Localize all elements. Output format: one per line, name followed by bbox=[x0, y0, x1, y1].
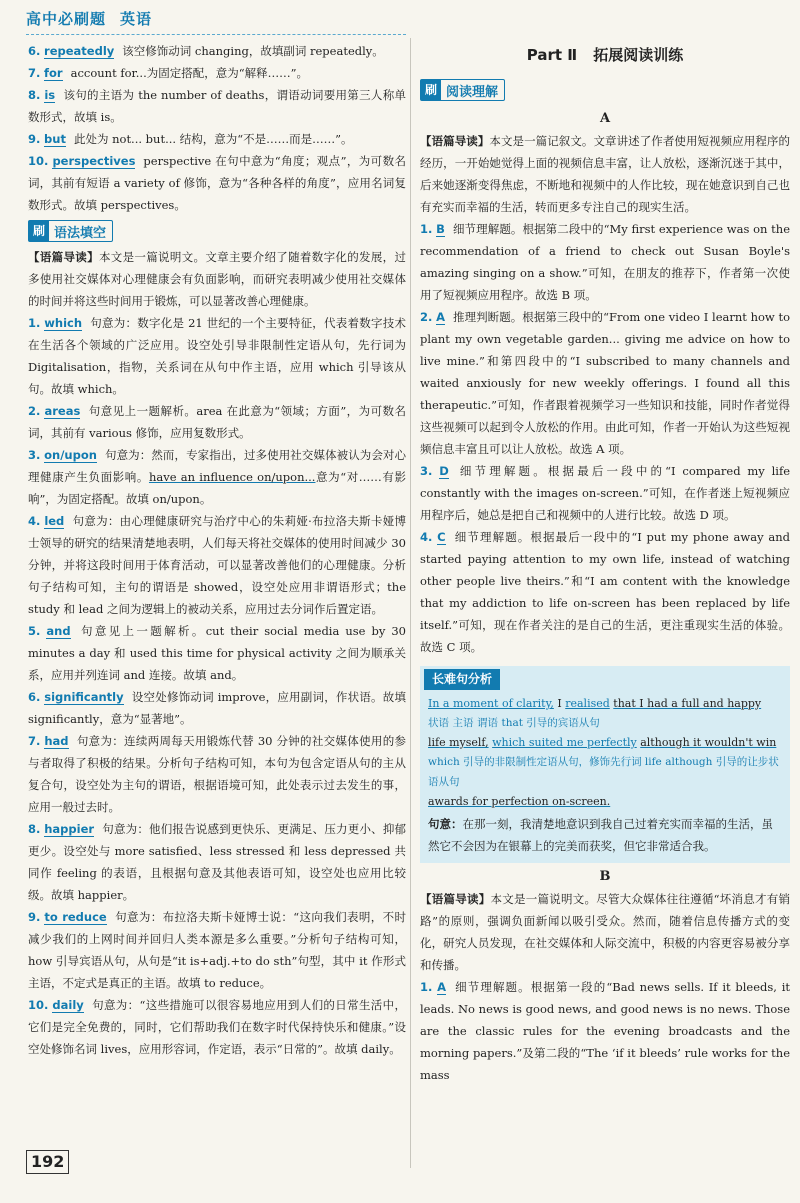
answer-item: 6. significantly 设空处修饰动词 improve，应用副词，作状语。故填 significantly，意为“显著地”。 bbox=[28, 690, 406, 726]
answer-word: B bbox=[436, 222, 445, 236]
answer-word: to reduce bbox=[44, 910, 107, 924]
answer-word: daily bbox=[52, 998, 84, 1012]
answer-item: 1. which 句意为：数字化是 21 世纪的一个主要特征，代表着数字技术在生活各个领域的广泛应用。设空处引导非限制性定语从句，先行词为 Digitalisation，指物，关系词在从句中作主语，应用 which 引导该从句。故填 which。 bbox=[28, 316, 406, 396]
answers-group-b bbox=[28, 312, 406, 1060]
analysis-labels-2: which 引导的非限制性定语从句，修饰先行词 life although 引导的让步状语从句 bbox=[428, 756, 779, 788]
analysis-line-1: In a moment of clarity, I realised that I had a full and happy bbox=[428, 697, 762, 710]
answer-word: happier bbox=[44, 822, 95, 836]
part-name: 拓展阅读训练 bbox=[593, 46, 684, 64]
answer-item: 7. for account for...为固定搭配，意为“解释……”。 bbox=[28, 66, 308, 80]
answer-item: 8. happier 句意为：他们报告说感到更快乐、更满足、压力更小、抑郁更少。设空处与 more satisfied、less stressed 和 less depressed 共同作 feeling 的表语，且根据句意及其他表语可知，设空处也应用比较级。故填 happier。 bbox=[28, 822, 407, 902]
brush-badge-icon: 刷 bbox=[29, 221, 49, 241]
reading-guide: 【语篇导读】本文是一篇说明文。尽管大众媒体往往遵循“坏消息才有销路”的原则，强调负面新闻以吸引受众。然而，随着信息传播方式的变化，研究人员发现，在社交媒体和人际交流中，积极的内容更容易被分享和传播。 bbox=[420, 892, 790, 972]
section-title: 语法填空 bbox=[54, 225, 107, 241]
answer-item: 10. perspectives perspective 在句中意为“角度；观点”，为可数名词，其前有短语 a variety of 修饰，意为“各种各样的角度”，应用名词复数形式。故填 perspectives。 bbox=[28, 154, 406, 212]
answer-item: 2. areas 句意见上一题解析。area 在此意为“领域；方面”，为可数名词，其前有 various 修饰，应用复数形式。 bbox=[28, 404, 406, 440]
section-title: 阅读理解 bbox=[446, 84, 499, 100]
answer-item: 9. to reduce 句意为：布拉洛夫斯卡娅博士说：“这向我们表明，不时减少我们的上网时间并回归人类本源是多么重要。”分析句子结构可知，how 引导宾语从句，从句是“it is+adj.+to do sth”句型，其中 it 作形式主语，不定式是真正的主语。故填 to reduce。 bbox=[28, 910, 406, 990]
answer-word: but bbox=[44, 132, 66, 146]
answer-word: had bbox=[44, 734, 69, 748]
answer-word: which bbox=[44, 316, 83, 330]
left-column bbox=[28, 40, 406, 1060]
answer-item: 3. on/upon 句意为：然而，专家指出，过多使用社交媒体被认为会对心理健康产生负面影响。have an influence on/upon...意为“对……有影响”，为固定搭配。故填 on/upon。 bbox=[28, 448, 407, 506]
answer-word: C bbox=[437, 530, 446, 544]
answer-item: 10. daily 句意为：“这些措施可以很容易地应用到人们的日常生活中，它们是完全免费的，同时，它们帮助我们在数字时代保持快乐和健康。”设空处修饰名词 lives，应用形容词，作定语，表示“日常的”。故填 daily。 bbox=[28, 998, 406, 1056]
book-title: 高中必刷题 bbox=[26, 10, 107, 28]
reading-guide: 【语篇导读】本文是一篇记叙文。文章讲述了作者使用短视频应用程序的经历，一开始她觉得上面的视频信息丰富，让人放松，逐渐沉迷于其中，后来她逐渐变得焦虑，不断地和视频中的人作比较，现在她意识到自己也有充实而幸福的生活，转而更多专注自己的现实生活。 bbox=[420, 134, 791, 214]
section-heading-reading bbox=[420, 79, 505, 101]
answer-item: 4. led 句意为：由心理健康研究与治疗中心的朱莉娅·布拉洛夫斯卡娅博士领导的研究的结果清楚地表明，人们每天将社交媒体的使用时间减少 30 分钟，并将这段时间用于体育活动，可以显著改善他们的心理健康。分析句子结构可知，主句的谓语是 showed，设空处应用非谓语形式；the study 和 lead 之间为逻辑上的被动关系，应用过去分词作后置定语。 bbox=[28, 514, 406, 616]
right-column bbox=[420, 40, 790, 1086]
sentence-analysis-box bbox=[420, 666, 790, 863]
page-header bbox=[26, 8, 152, 36]
answer-item: 9. but 此处为 not... but... 结构，意为“不是……而是……”。 bbox=[28, 132, 353, 146]
analysis-meaning: 句意：在那一刻，我清楚地意识到我自己过着充实而幸福的生活，虽然它不会因为在银幕上的完美而获奖，但它非常适合我。 bbox=[428, 817, 773, 853]
answer-word: areas bbox=[44, 404, 81, 418]
answer-word: perspectives bbox=[52, 154, 136, 168]
part-number: Part Ⅱ bbox=[526, 46, 578, 64]
answer-item: 1. B 细节理解题。根据第二段中的“My first experience was on the recommendation of a friend to check out Susan Boyle's amazing singing on a show.”可知，在朋友的推荐下，作者第一次使用了短视频应用程序。故选 B 项。 bbox=[420, 222, 790, 302]
answers-group-a bbox=[28, 40, 406, 216]
answer-item: 5. and 句意见上一题解析。cut their social media use by 30 minutes a day 和 used this time for physical activity 之间为顺承关系，应用并列连词 and 连接。故填 and。 bbox=[28, 624, 407, 682]
answer-item: 8. is 该句的主语为 the number of deaths，谓语动词要用第三人称单数形式，故填 is。 bbox=[28, 88, 407, 124]
column-divider bbox=[410, 38, 411, 1168]
header-divider bbox=[26, 34, 406, 35]
answer-item: 3. D 细节理解题。根据最后一段中的“I compared my life constantly with the images on-screen.”可知，在作者迷上短视频应用程序后，她总是把自己和视频中的人进行比较。故选 D 项。 bbox=[420, 464, 791, 522]
underlined-phrase: have an influence on/upon... bbox=[148, 470, 316, 484]
page-number: 192 bbox=[26, 1150, 69, 1174]
passage-label-a: A bbox=[599, 111, 611, 126]
answer-word: A bbox=[437, 980, 447, 994]
analysis-line-3: awards for perfection on-screen. bbox=[428, 795, 611, 808]
answer-word: led bbox=[44, 514, 65, 528]
answer-item: 4. C 细节理解题。根据最后一段中的“I put my phone away and started paying attention to my own life, instead of watching other people live theirs.”和“I am content with the knowledge that my addiction to life on-screen has been replaced by life itself.”可知，现在作者关注的是自己的生活，更注重现实生活的体验。故选 C 项。 bbox=[420, 530, 791, 654]
answer-item: 7. had 句意为：连续两周每天用锻炼代替 30 分钟的社交媒体使用的参与者取得了积极的结果。分析句子结构可知，本句为包含定语从句的主从复合句，设空处为主句的谓语，根据语境可知，此处表示过去发生的事，应用一般过去时。 bbox=[28, 734, 406, 814]
analysis-tag: 长难句分析 bbox=[424, 669, 500, 690]
answer-word: on/upon bbox=[44, 448, 97, 462]
analysis-line-2: life myself, which suited me perfectly although it wouldn't win bbox=[428, 736, 777, 749]
answer-item: 1. A 细节理解题。根据第一段的“Bad news sells. If it bleeds, it leads. No news is good news, and good news is no news. Those are the classic rules for the evening broadcasts and the morning papers.”及第二段的“The ‘if it bleeds’ rule works for the mass bbox=[420, 980, 791, 1082]
answer-word: and bbox=[46, 624, 71, 638]
section-heading-grammar bbox=[28, 220, 113, 242]
reading-guide: 【语篇导读】本文是一篇说明文。文章主要介绍了随着数字化的发展，过多使用社交媒体对心理健康会有负面影响，而研究表明减少使用社交媒体的时间并将这些时间用于锻炼，可以显著改善心理健康。 bbox=[28, 250, 406, 308]
answer-word: significantly bbox=[44, 690, 124, 704]
brush-badge-icon: 刷 bbox=[421, 80, 441, 100]
answer-word: D bbox=[439, 464, 449, 478]
part-title bbox=[420, 44, 790, 65]
answer-word: A bbox=[436, 310, 445, 324]
subject-title: 英语 bbox=[120, 10, 153, 28]
answer-word: is bbox=[44, 88, 56, 102]
answer-item: 6. repeatedly 该空修饰动词 changing，故填副词 repeatedly。 bbox=[28, 44, 384, 58]
answer-word: repeatedly bbox=[44, 44, 115, 58]
answer-item: 2. A 推理判断题。根据第三段中的“From one video I learnt how to plant my own vegetable garden... giving me advice on how to live mine.”和第四段中的“I subscribed to many channels and waited anxiously for new weekly offerings. I found all this therapeutic.”可知，作者跟着视频学习一些知识和技能，同时作者觉得这些视频可以起到令人放松的作用。由此可知，作者一开始认为这些短视频信息丰富且可以让人放松。故选 A 项。 bbox=[420, 310, 790, 456]
passage-label-b: B bbox=[599, 869, 611, 884]
analysis-labels-1: 状语 主语 谓语 that 引导的宾语从句 bbox=[428, 717, 600, 729]
answer-word: for bbox=[44, 66, 63, 80]
